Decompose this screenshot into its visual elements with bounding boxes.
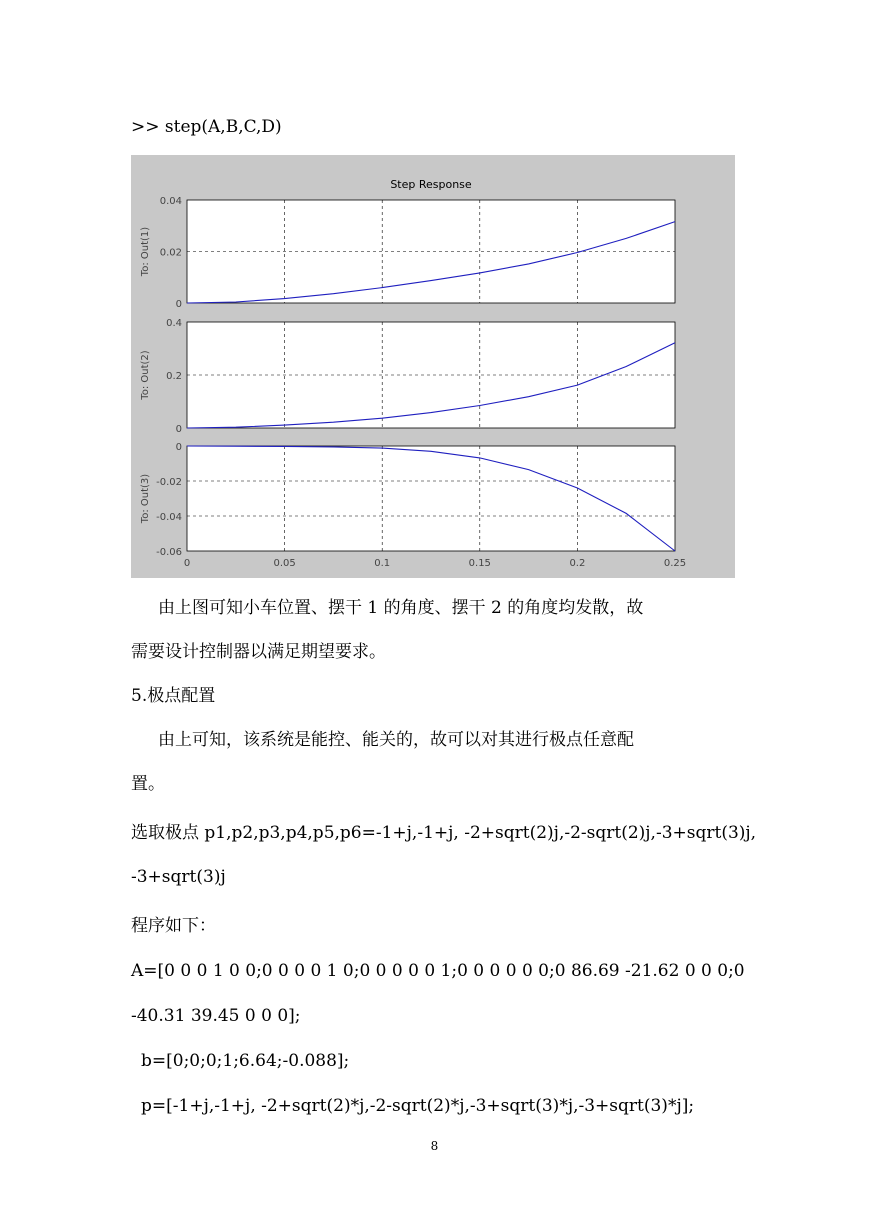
y-tick-label-3-1: 0 (175, 442, 182, 453)
step-response-figure (131, 155, 735, 578)
paragraph-3-line-1: 选取极点 p1,p2,p3,p4,p5,p6=-1+j,-1+j, -2+sqrt(2)j,-2-sqrt(2)j,-3+sqrt(3)j, (131, 823, 757, 843)
y-axis-label-2: To: Out(2) (140, 350, 151, 400)
y-tick-label-2-2: 0.2 (166, 371, 182, 382)
paragraph-1-line-1: 由上图可知小车位置、摆干 1 的角度、摆干 2 的角度均发散，故 (158, 598, 644, 618)
y-axis-label-1: To: Out(1) (140, 226, 151, 277)
paragraph-2-line-1: 由上可知，该系统是能控、能关的，故可以对其进行极点任意配 (158, 730, 634, 750)
x-tick-label-6: 0.25 (663, 558, 687, 569)
section-heading: 5.极点配置 (131, 686, 216, 706)
plot-area-3 (187, 446, 675, 551)
x-tick-label-2: 0.05 (273, 558, 296, 569)
y-tick-label-2-1: 0 (175, 424, 182, 435)
x-tick-label-3: 0.1 (374, 558, 391, 569)
code-line-2: -40.31 39.45 0 0 0]; (131, 1006, 301, 1026)
code-line-3: b=[0;0;0;1;6.64;-0.088]; (141, 1051, 350, 1071)
y-tick-label-3-3: -0.04 (156, 512, 182, 523)
page-number: 8 (430, 1139, 439, 1153)
step-response-plot (131, 155, 735, 578)
y-tick-label-1-1: 0 (175, 299, 182, 310)
y-axis-label-3: To: Out(3) (140, 473, 151, 524)
matlab-command: >> step(A,B,C,D) (131, 117, 282, 137)
y-tick-label-1-3: 0.04 (159, 196, 182, 207)
y-tick-label-3-4: -0.06 (156, 547, 182, 558)
x-tick-label-5: 0.2 (569, 558, 586, 569)
paragraph-2-line-2: 置。 (131, 774, 165, 794)
chart-title: Step Response (390, 178, 472, 191)
y-tick-label-1-2: 0.02 (159, 247, 182, 259)
paragraph-3-line-2: -3+sqrt(3)j (131, 867, 226, 887)
y-tick-label-3-2: -0.02 (156, 477, 182, 488)
x-tick-label-4: 0.15 (468, 558, 491, 569)
code-line-1: A=[0 0 0 1 0 0;0 0 0 0 1 0;0 0 0 0 0 1;0 0 0 0 0 0;0 86.69 -21.62 0 0 0;0 (131, 961, 745, 981)
y-tick-label-2-3: 0.4 (166, 318, 182, 329)
x-tick-label-1: 0 (183, 558, 191, 569)
paragraph-4: 程序如下： (131, 916, 216, 936)
paragraph-1-line-2: 需要设计控制器以满足期望要求。 (131, 642, 386, 662)
code-line-4: p=[-1+j,-1+j, -2+sqrt(2)*j,-2-sqrt(2)*j,-3+sqrt(3)*j,-3+sqrt(3)*j]; (141, 1096, 695, 1116)
